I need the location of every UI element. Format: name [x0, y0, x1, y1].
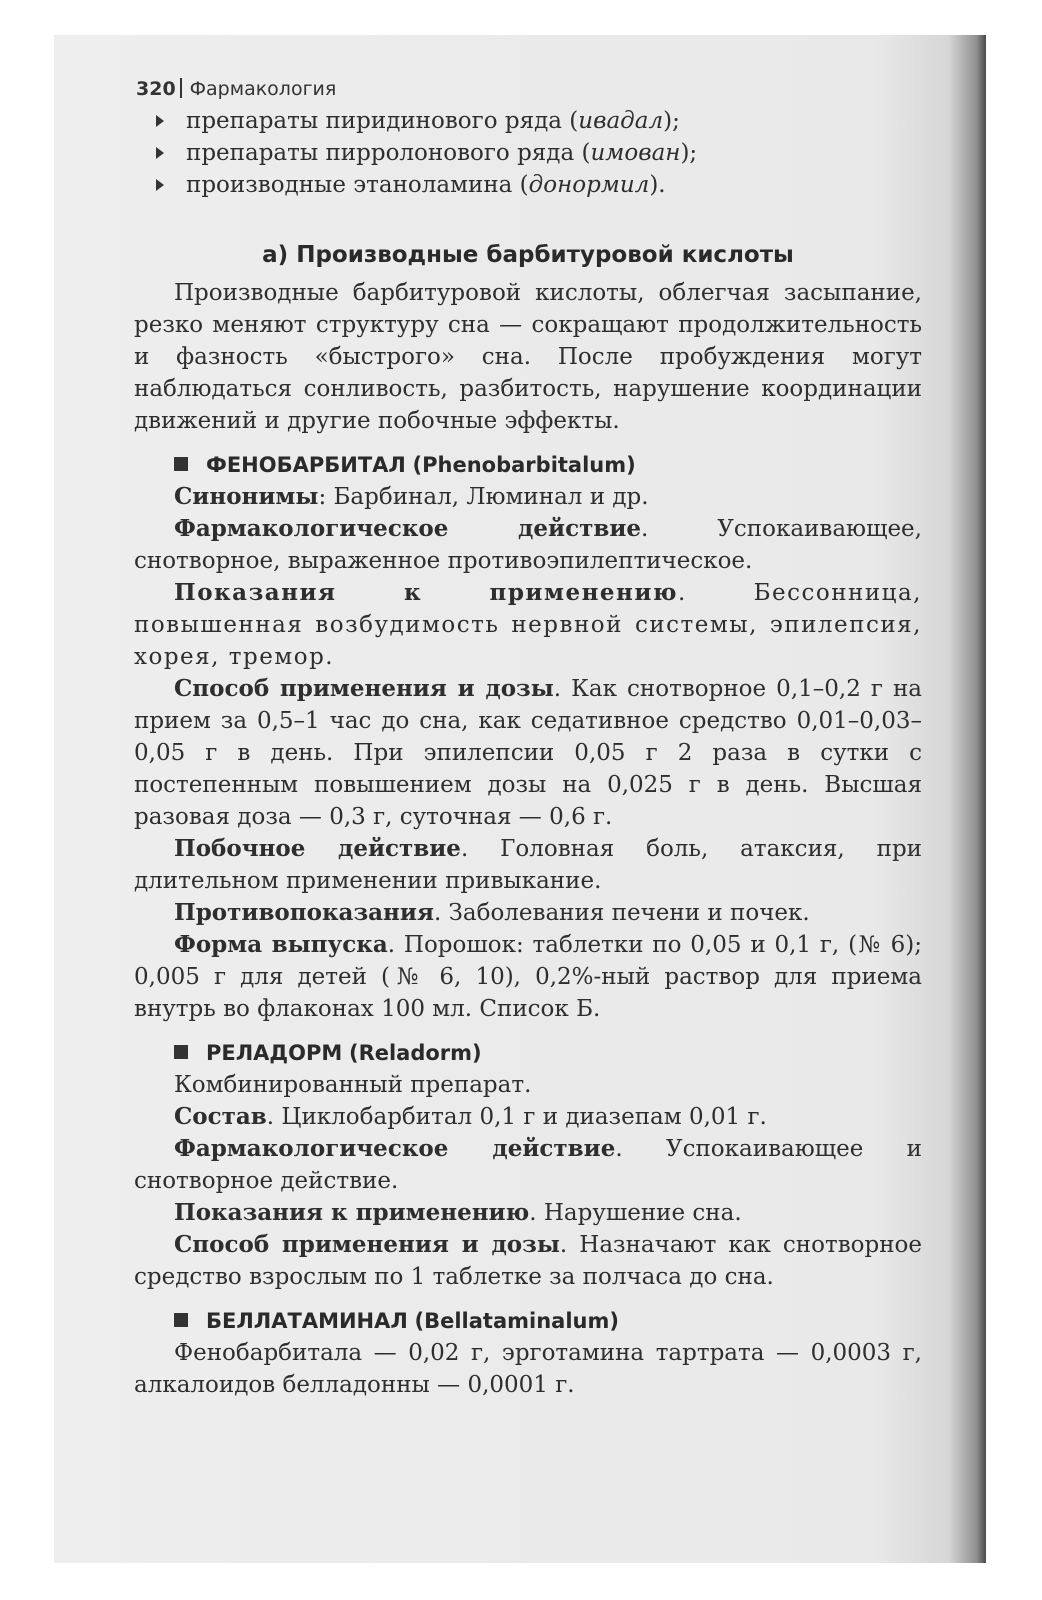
drug-heading-phenobarbital [134, 449, 922, 481]
section-title: а) Производные барбитуровой кислоты [262, 242, 794, 268]
drug-name: РЕЛАДОРМ [206, 1041, 343, 1065]
running-header [136, 75, 922, 103]
drug-name: БЕЛЛАТАМИНАЛ [206, 1309, 408, 1333]
description-paragraph: Комбинированный препарат. [174, 1072, 532, 1098]
square-bullet-icon [174, 1313, 188, 1327]
synonyms-paragraph: Синонимы: Барбинал, Люминал и др. [174, 483, 649, 510]
list-item: производные этаноламина (донормил). [134, 169, 922, 201]
drug-heading-reladorm [134, 1037, 922, 1069]
drug-name: ФЕНОБАРБИТАЛ [206, 453, 406, 477]
dosage-paragraph: Способ применения и дозы. Как снотворное 0,1–0,2 г на прием за 0,5–1 час до сна, как седативное средство 0,01–0,03–0,05 г в день. При эпилепсии 0,05 г 2 раза в сутки с постепенным повышением дозы на 0,025 г в день. Высшая разовая доза — 0,3 г, суточная — 0,6 г. [134, 675, 923, 830]
indications-paragraph: Показания к применению. Нарушение сна. [174, 1199, 742, 1226]
indications-paragraph: Показания к применению. Бессонница, повышенная возбудимость нервной системы, эпилепсия, хорея, тремор. [134, 579, 922, 670]
bullet-triangle-icon [156, 115, 164, 127]
bullet-triangle-icon [156, 147, 164, 159]
section-paragraph: Производные барбитуровой кислоты, облегчая засыпание, резко меняют структуру сна — сокращают продолжительность и фазность «быстрого» сна. После пробуждения могут наблюдаться сонливость, разбитость, нарушение координации движений и другие побочные эффекты. [134, 280, 922, 434]
page-content [134, 75, 922, 1401]
drug-group-list [134, 105, 922, 201]
drug-latin-name: (Reladorm) [348, 1041, 482, 1065]
contraindications-paragraph: Противопоказания. Заболевания печени и почек. [174, 899, 810, 926]
page-number: 320 [136, 78, 176, 100]
drug-heading-bellataminal [134, 1305, 922, 1337]
drug-latin-name: (Phenobarbitalum) [412, 453, 636, 477]
dosage-paragraph: Способ применения и дозы. Назначают как снотворное средство взрослым по 1 таблетке за полчаса до сна. [134, 1231, 922, 1290]
release-form-paragraph: Форма выпуска. Порошок: таблетки по 0,05 и 0,1 г, (№ 6); 0,005 г для детей (№ 6, 10), 0,2%-ный раствор для приема внутрь во флаконах 100 мл. Список Б. [134, 931, 923, 1022]
action-paragraph: Фармакологическое действие. Успокаивающее, снотворное, выраженное противоэпилептическое. [134, 515, 922, 574]
composition-paragraph: Фенобарбитала — 0,02 г, эрготамина тартрата — 0,0003 г, алкалоидов белладонны — 0,0001 г. [134, 1340, 922, 1398]
scanned-page [54, 35, 986, 1563]
list-item: препараты пирролонового ряда (имован); [134, 137, 922, 169]
drug-latin-name: (Bellataminalum) [414, 1309, 619, 1333]
composition-paragraph: Состав. Циклобарбитал 0,1 г и диазепам 0,01 г. [174, 1103, 767, 1130]
square-bullet-icon [174, 457, 188, 471]
bullet-triangle-icon [156, 179, 164, 191]
running-title: Фармакология [189, 78, 337, 100]
side-effects-paragraph: Побочное действие. Головная боль, атаксия, при длительном применении привыкание. [134, 835, 923, 894]
action-paragraph: Фармакологическое действие. Успокаивающее и снотворное действие. [134, 1135, 922, 1194]
square-bullet-icon [174, 1045, 188, 1059]
header-divider [180, 78, 182, 98]
list-item: препараты пиридинового ряда (ивадал); [134, 105, 922, 137]
